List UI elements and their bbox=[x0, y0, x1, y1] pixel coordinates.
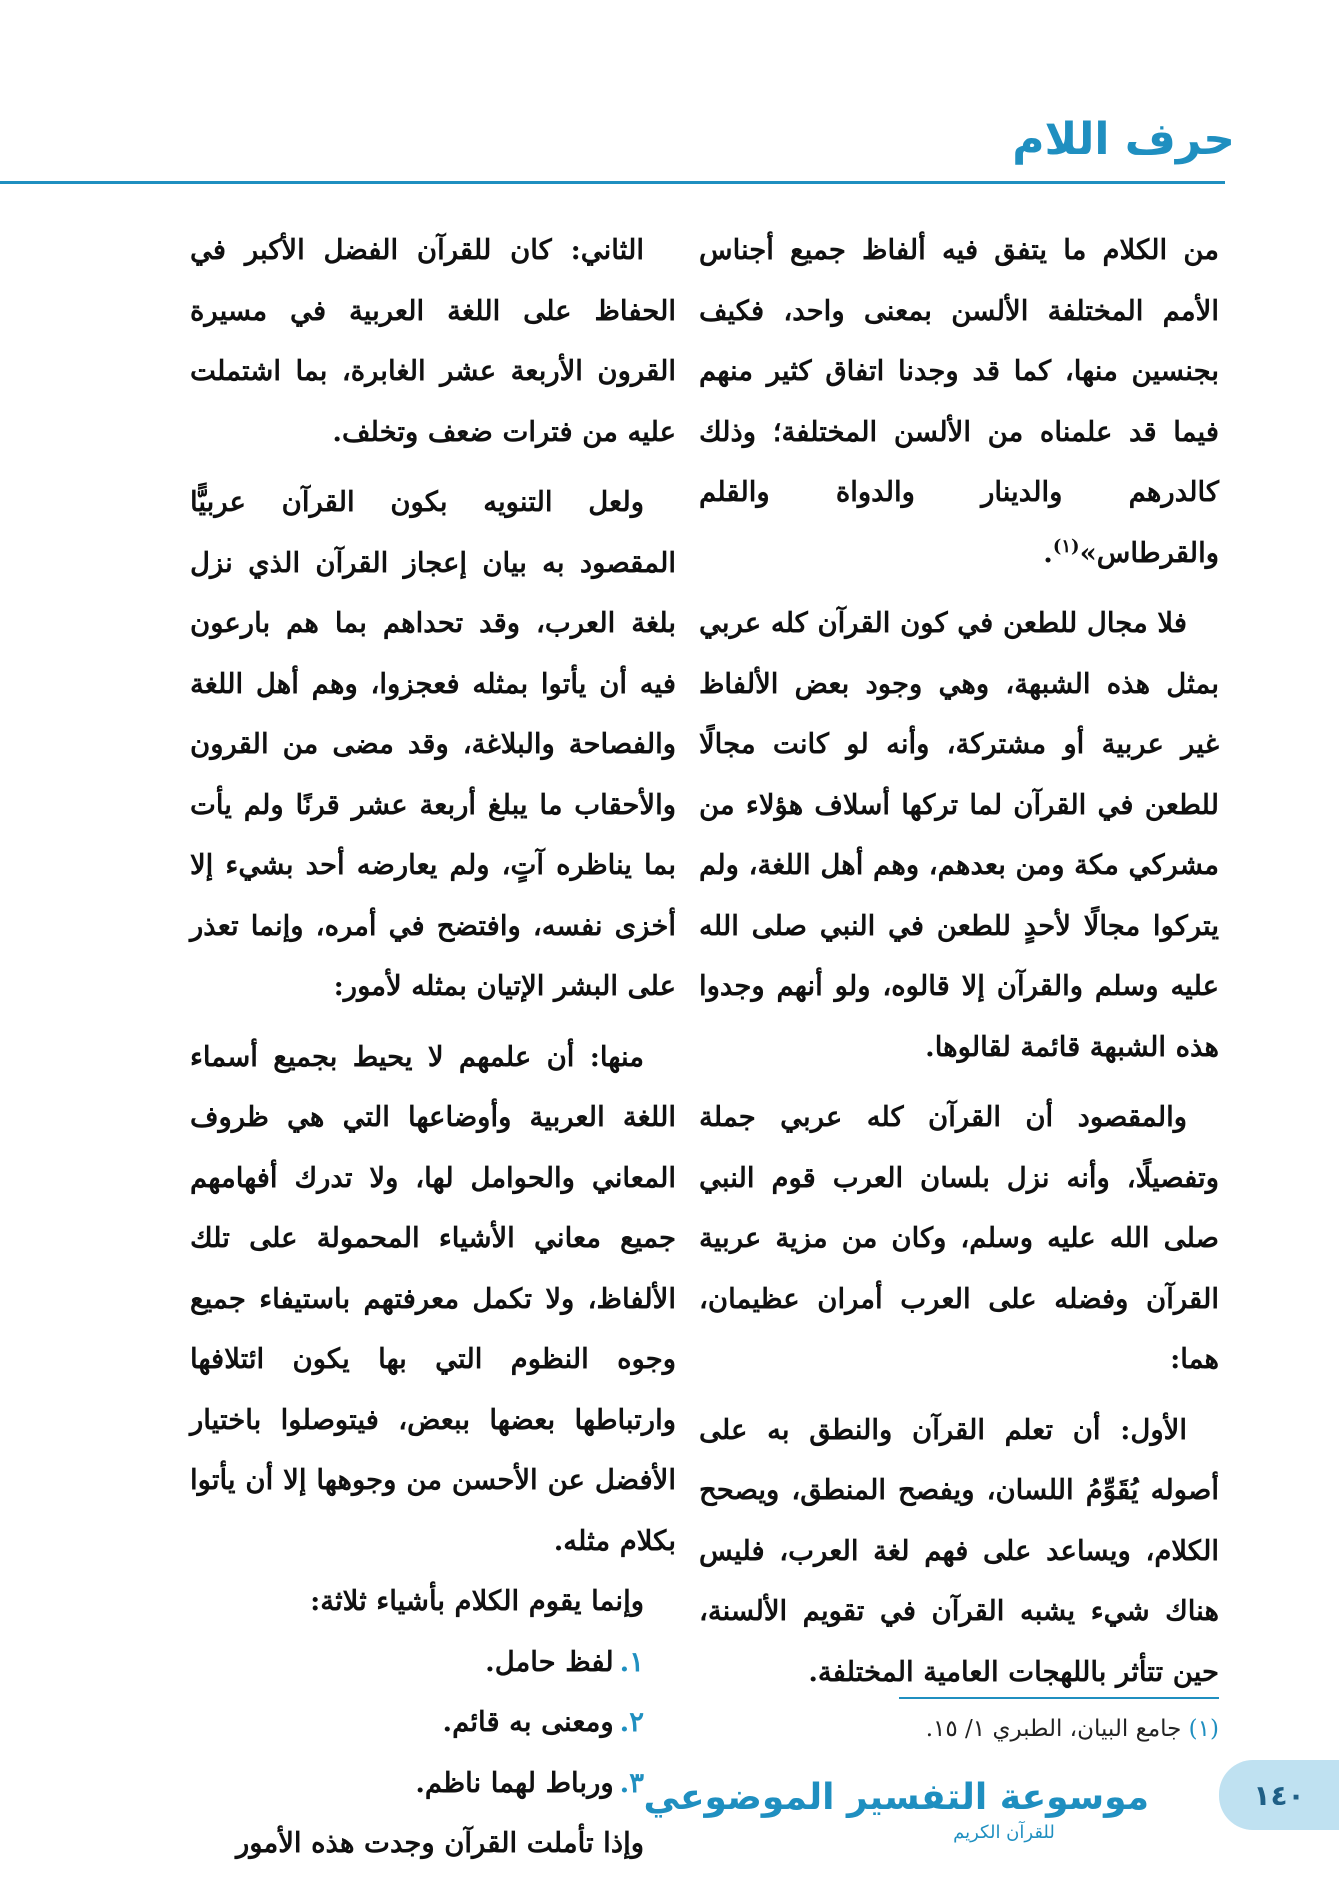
list-number: ٢. bbox=[619, 1706, 644, 1738]
footnote bbox=[699, 1712, 1219, 1746]
list-item bbox=[190, 1632, 676, 1693]
footnote-rule bbox=[899, 1697, 1219, 1699]
paragraph: فلا مجال للطعن في كون القرآن كله عربي بمثل هذه الشبهة، وهي وجود بعض الألفاظ غير عربية أو مشتركة، وأنه لو كانت مجالًا للطعن في القرآن لما تركها أسلاف هؤلاء من مشركي مكة ومن بعدهم، وهم أهل اللغة، ولم يتركوا مجالًا لأحدٍ للطعن في النبي صلى الله عليه وسلم والقرآن إلا قالوه، ولو أنهم وجدوا هذه الشبهة قائمة لقالوها. bbox=[699, 607, 1219, 1063]
paragraph bbox=[190, 220, 676, 462]
right-column bbox=[699, 220, 1219, 1702]
page-number: ١٤٠ bbox=[1219, 1760, 1339, 1830]
paragraph-end: . bbox=[1043, 536, 1053, 569]
paragraph-lead: الثاني: bbox=[570, 234, 644, 266]
footnote-reference[interactable]: (١) bbox=[1052, 535, 1080, 557]
paragraph-text: كان للقرآن الفضل الأكبر في الحفاظ على اللغة العربية في مسيرة القرون الأربعة عشر الغابرة، بما اشتملت عليه من فترات ضعف وتخلف. bbox=[190, 234, 676, 448]
list-text: ومعنى به قائم. bbox=[442, 1706, 614, 1738]
list-text: ورباط لهما ناظم. bbox=[415, 1766, 614, 1799]
paragraph bbox=[699, 220, 1219, 583]
paragraph: وإنما يقوم الكلام بأشياء ثلاثة: bbox=[310, 1585, 644, 1617]
chapter-title: حرف اللام bbox=[1012, 114, 1235, 165]
paragraph: منها: أن علمهم لا يحيط بجميع أسماء اللغة العربية وأوضاعها التي هي ظروف المعاني والحوامل لها، ولا تدرك أفهامهم جميع معاني الأشياء المحمولة على تلك الألفاظ، ولا تكمل معرفتهم باستيفاء جميع وجوه النظوم التي بها يكون ائتلافها وارتباطها بعضها ببعض، فيتوصلوا باختيار الأفضل عن الأحسن من وجوهها إلا أن يأتوا بكلام مثله. bbox=[190, 1040, 676, 1557]
paragraph-lead: الأول: bbox=[1120, 1413, 1187, 1446]
list-item bbox=[190, 1753, 676, 1814]
paragraph: ولعل التنويه بكون القرآن عربيًّا المقصود به بيان إعجاز القرآن الذي نزل بلغة العرب، وقد تحداهم بما هم بارعون فيه أن يأتوا بمثله فعجزوا، وهم أهل اللغة والفصاحة والبلاغة، وقد مضى من القرون والأحقاب ما يبلغ أربعة عشر قرنًا ولم يأت بما يناظره آتٍ، ولم يعارضه أحد بشيء إلا أخزى نفسه، وافتضح في أمره، وإنما تعذر على البشر الإتيان بمثله لأمور: bbox=[190, 486, 676, 1002]
list-number: ٣. bbox=[619, 1766, 644, 1799]
list-text: لفظ حامل. bbox=[485, 1645, 614, 1678]
paragraph: والمقصود أن القرآن كله عربي جملة وتفصيلًا، وأنه نزل بلسان العرب قوم النبي صلى الله عليه وسلم، وكان من مزية عربية القرآن وفضله على العرب أمران عظيمان، هما: bbox=[699, 1101, 1219, 1375]
header-rule bbox=[0, 181, 1225, 184]
encyclopedia-logo bbox=[643, 1775, 1149, 1855]
paragraph: وإذا تأملت القرآن وجدت هذه الأمور bbox=[236, 1827, 644, 1859]
list-number: ١. bbox=[619, 1645, 644, 1678]
paragraph bbox=[699, 1400, 1219, 1703]
logo-subtitle: للقرآن الكريم bbox=[953, 1822, 1055, 1843]
list-item bbox=[190, 1692, 676, 1753]
footnote-text: جامع البيان، الطبري ١/ ١٥. bbox=[925, 1716, 1182, 1742]
paragraph-text: أن تعلم القرآن والنطق به على أصوله يُقَوِّمُ اللسان، ويفصح المنطق، ويصحح الكلام، ويساعد على فهم لغة العرب، فليس هناك شيء يشبه القرآن في تقويم الألسنة، حين تتأثر باللهجات العامية المختلفة. bbox=[699, 1413, 1219, 1688]
logo-title: موسوعة التفسير الموضوعي bbox=[643, 1777, 1149, 1818]
left-column bbox=[190, 220, 676, 1874]
paragraph-text: من الكلام ما يتفق فيه ألفاظ جميع أجناس الأمم المختلفة الألسن بمعنى واحد، فكيف بجنسين منها، كما قد وجدنا اتفاق كثير منهم فيما قد علمناه من الألسن المختلفة؛ وذلك كالدرهم والدينار والدواة والقلم والقرطاس» bbox=[699, 234, 1219, 569]
footnote-number: (١) bbox=[1188, 1716, 1219, 1742]
